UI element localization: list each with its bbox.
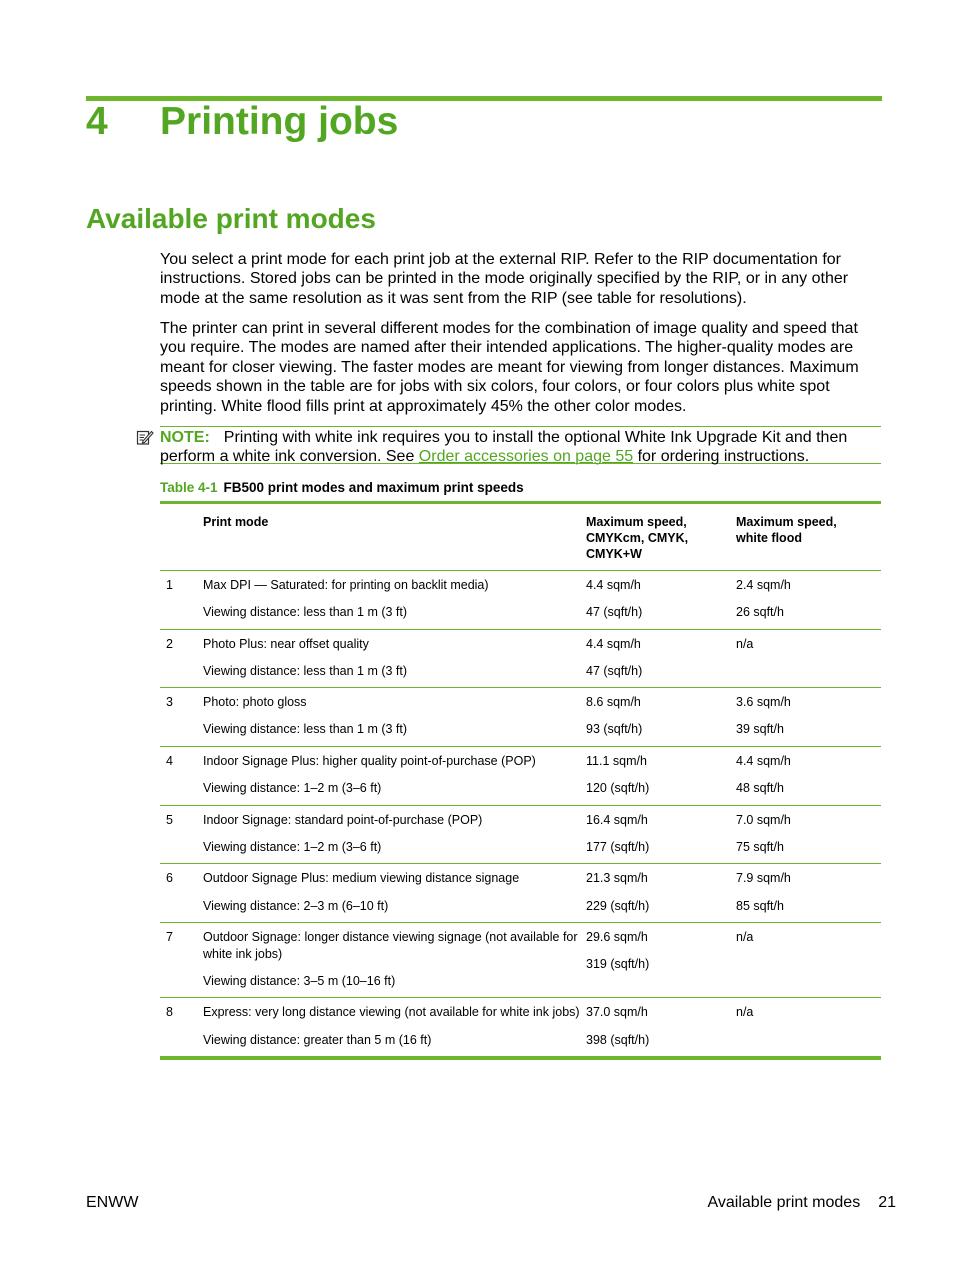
footer-section: Available print modes [707, 1194, 861, 1211]
modes-paragraph: The printer can print in several different modes for the combination of image quality and speed that you require. The modes are named after their intended applications. The higher-quality modes are meant for closer viewing. The faster modes are meant for viewing from longer distances. Maximum speeds shown in the table are for jobs with six colors, four colors, or four colors plus white spot printing. White flood fills print at approximately 45% the other color modes. [160, 320, 859, 415]
row-cmyk-imperial: 319 (sqft/h) [586, 957, 650, 972]
note-text-after: for ordering instructions. [633, 448, 810, 466]
footer-left: ENWW [86, 1194, 139, 1211]
table-row [160, 923, 881, 998]
row-number: 8 [166, 1005, 173, 1020]
row-white-metric: 2.4 sqm/h [736, 578, 791, 592]
row-cmyk-metric: 8.6 sqm/h [586, 695, 641, 710]
row-mode: Indoor Signage Plus: higher quality point-of-purchase (POP) [203, 754, 536, 769]
row-number: 2 [166, 636, 173, 651]
intro-paragraph: You select a print mode for each print job at the external RIP. Refer to the RIP documentation for instructions. Stored jobs can be printed in the mode originally specified by the RIP, or in any other mode at the same resolution as it was sent from the RIP (see table for resolutions). [160, 251, 849, 307]
table-row [160, 688, 881, 747]
footer-right [708, 1194, 896, 1212]
row-number: 1 [166, 578, 173, 592]
row-mode: Max DPI — Saturated: for printing on backlit media) [203, 578, 489, 592]
row-white-imperial: 39 sqft/h [736, 722, 784, 737]
row-cmyk-imperial: 47 (sqft/h) [586, 663, 643, 678]
row-mode: Outdoor Signage Plus: medium viewing distance signage [203, 871, 520, 886]
header-num [160, 504, 195, 571]
row-distance: Viewing distance: 1–2 m (3–6 ft) [203, 839, 382, 854]
row-mode: Photo Plus: near offset quality [203, 636, 369, 651]
table-row [160, 998, 881, 1056]
row-distance: Viewing distance: less than 1 m (3 ft) [203, 605, 408, 620]
table-row [160, 571, 881, 630]
row-mode: Outdoor Signage: longer distance viewing signage (not available for white ink jobs) [203, 930, 578, 961]
row-cmyk-metric: 4.4 sqm/h [586, 578, 641, 592]
row-white-imperial: 48 sqft/h [736, 781, 784, 796]
order-accessories-link[interactable]: Order accessories on page 55 [418, 448, 634, 466]
row-white-metric: 7.9 sqm/h [736, 871, 791, 886]
print-modes-table [160, 501, 881, 1060]
row-white-imperial: 85 sqft/h [736, 898, 784, 913]
chapter-heading [86, 100, 398, 144]
row-distance: Viewing distance: 3–5 m (10–16 ft) [203, 973, 396, 988]
section-title: Available print modes [86, 203, 376, 234]
row-white-metric: 4.4 sqm/h [736, 754, 791, 769]
table-row [160, 629, 881, 688]
table-row [160, 747, 881, 806]
header-max-speed-cmyk: Maximum speed, CMYKcm, CMYK, CMYK+W [586, 515, 689, 561]
row-white-metric: 3.6 sqm/h [736, 695, 791, 710]
row-white-metric: n/a [736, 636, 754, 651]
row-cmyk-metric: 4.4 sqm/h [586, 636, 641, 651]
row-number: 7 [166, 930, 173, 945]
row-number: 3 [166, 695, 173, 710]
row-cmyk-imperial: 120 (sqft/h) [586, 781, 650, 796]
note-label: NOTE: [160, 429, 210, 446]
row-white-imperial: 75 sqft/h [736, 839, 784, 854]
row-distance: Viewing distance: less than 1 m (3 ft) [203, 722, 408, 737]
row-cmyk-metric: 16.4 sqm/h [586, 812, 648, 827]
row-mode: Indoor Signage: standard point-of-purchase (POP) [203, 812, 483, 827]
note-text-before: Printing with white ink requires you to install the optional White Ink Upgrade Kit and then perform a white ink conversion. See [160, 429, 848, 466]
row-cmyk-imperial: 177 (sqft/h) [586, 839, 650, 854]
row-number: 5 [166, 812, 173, 827]
row-white-imperial: 26 sqft/h [736, 605, 784, 620]
row-distance: Viewing distance: 2–3 m (6–10 ft) [203, 898, 389, 913]
row-mode: Photo: photo gloss [203, 695, 307, 710]
row-cmyk-imperial: 398 (sqft/h) [586, 1032, 650, 1047]
row-cmyk-metric: 37.0 sqm/h [586, 1005, 648, 1020]
row-distance: Viewing distance: less than 1 m (3 ft) [203, 663, 408, 678]
header-max-speed-white: Maximum speed, white flood [736, 515, 837, 545]
row-cmyk-imperial: 93 (sqft/h) [586, 722, 643, 737]
note-pencil-icon [136, 428, 154, 446]
row-distance: Viewing distance: 1–2 m (3–6 ft) [203, 781, 382, 796]
row-cmyk-metric: 21.3 sqm/h [586, 871, 648, 886]
row-number: 6 [166, 871, 173, 886]
row-white-metric: n/a [736, 930, 754, 945]
header-print-mode: Print mode [203, 515, 269, 529]
table-row [160, 864, 881, 923]
note-box [160, 426, 881, 464]
row-cmyk-metric: 11.1 sqm/h [586, 754, 647, 769]
row-mode: Express: very long distance viewing (not available for white ink jobs) [203, 1005, 580, 1020]
row-cmyk-imperial: 47 (sqft/h) [586, 605, 643, 620]
row-cmyk-imperial: 229 (sqft/h) [586, 898, 650, 913]
row-distance: Viewing distance: greater than 5 m (16 ft) [203, 1032, 432, 1047]
table-caption [160, 480, 524, 495]
page-number: 21 [878, 1194, 896, 1211]
table-row [160, 805, 881, 864]
table-bottom-rule [160, 1056, 881, 1060]
row-cmyk-metric: 29.6 sqm/h [586, 930, 648, 945]
row-number: 4 [166, 754, 173, 769]
chapter-number: 4 [86, 100, 108, 143]
table-header-row [160, 504, 881, 571]
table-caption-title: FB500 print modes and maximum print speeds [223, 480, 524, 495]
chapter-title: Printing jobs [160, 100, 399, 143]
row-white-metric: 7.0 sqm/h [736, 812, 791, 827]
row-white-metric: n/a [736, 1005, 754, 1020]
table-caption-number: Table 4-1 [160, 480, 218, 495]
